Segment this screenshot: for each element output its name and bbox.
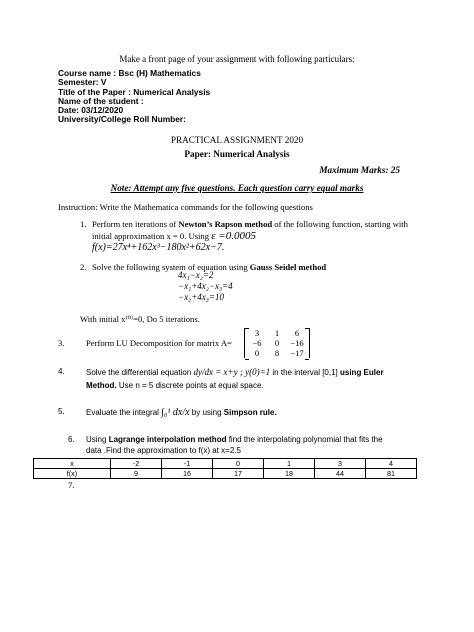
table-cell: 3	[315, 459, 366, 469]
intro-text: Make a front page of your assignment with following particulars:	[119, 54, 355, 64]
q3-number: 3.	[58, 338, 65, 348]
q4-method: using Euler	[340, 368, 384, 377]
instruction: Instruction: Write the Mathematica commands for the following questions	[58, 202, 313, 212]
date: Date: 03/12/2020	[58, 105, 124, 116]
table-cell: x	[34, 459, 111, 469]
table-cell: 16	[162, 469, 213, 479]
q6-line2: data .Find the approximation to f(x) at x=2.5	[86, 446, 241, 455]
q5-number: 5.	[58, 407, 65, 416]
q1-number: 1.	[80, 219, 87, 229]
q2-line1: Solve the following system of equation using Gauss Seidel method	[92, 262, 327, 272]
table-cell: 44	[315, 469, 366, 479]
q1-epsilon: ε =0.0005	[211, 230, 256, 242]
table-cell: 4	[366, 459, 417, 469]
q4-number: 4.	[58, 367, 65, 376]
q2-method: Gauss Seidel method	[249, 262, 327, 272]
note: Note: Attempt any five questions. Each question carry equal marks	[110, 183, 364, 193]
q4-line2: Method. Use n = 5 discrete points at equal space.	[86, 381, 264, 390]
table-row	[34, 469, 417, 479]
q1-method: Newton’s Rapson method	[178, 219, 273, 229]
q7-number: 7.	[68, 480, 75, 490]
table-cell: 1	[264, 459, 315, 469]
q5-integral: ∫₀¹ dx/x	[161, 407, 190, 418]
max-marks: Maximum Marks: 25	[319, 165, 400, 175]
q4-line1: Solve the differential equation dy/dx = x+y ; y(0)=1 in the interval [0,1] using Euler	[86, 367, 384, 377]
q5-method: Simpson rule.	[223, 408, 277, 417]
student-name: Name of the student :	[58, 95, 144, 106]
course-name: Course name : Bsc (H) Mathematics	[58, 68, 201, 78]
q6-number: 6.	[68, 435, 75, 444]
matrix-a: 3 1 6 −6 0 −16 0 8 −17	[244, 328, 310, 358]
q6-method: Lagrange interpolation method	[108, 435, 227, 444]
interpolation-table	[33, 458, 417, 479]
assignment-heading: PRACTICAL ASSIGNMENT 2020	[170, 135, 304, 145]
q1-line2: initial approximation x = 0. Using ε =0.0005	[92, 230, 256, 242]
q2-eq3: −x₂+4x₃=10	[178, 292, 224, 302]
table-cell: -2	[111, 459, 162, 469]
table-cell: -1	[162, 459, 213, 469]
table-cell: 17	[213, 469, 264, 479]
paper-title: Title of the Paper : Numerical Analysis	[58, 86, 211, 97]
q4-equation: dy/dx = x+y ; y(0)=1	[193, 367, 271, 377]
table-cell: 81	[366, 469, 417, 479]
semester: Semester: V	[58, 77, 107, 88]
table-cell: 0	[213, 459, 264, 469]
table-cell: 18	[264, 469, 315, 479]
q5-line: Evaluate the integral ∫₀¹ dx/x by using Simpson rule.	[86, 407, 277, 418]
q2-number: 2.	[80, 262, 87, 272]
table-cell: f(x)	[34, 469, 111, 479]
paper-heading: Paper: Numerical Analysis	[184, 149, 290, 159]
roll-number: University/College Roll Number:	[58, 114, 186, 125]
q2-eq2: −x₁+4x₂−x₃=4	[178, 281, 233, 291]
table-row	[34, 459, 417, 469]
q2-initial: With initial x⁽⁰⁾=0, Do 5 iterations.	[80, 314, 200, 324]
particulars-list	[58, 69, 210, 125]
q6-line1: Using Lagrange interpolation method find the interpolating polynomial that fits the	[86, 435, 383, 444]
q2-eq1: 4x₁−x₂=2	[178, 270, 214, 280]
table-cell: 9	[111, 469, 162, 479]
q1-line1: Perform ten iterations of Newton’s Rapson method of the following function, starting with	[92, 219, 408, 229]
q1-function: f(x)=27x⁴+162x³−180x²+62x−7.	[92, 242, 225, 253]
q3-text: Perform LU Decomposition for matrix A=	[86, 338, 232, 348]
